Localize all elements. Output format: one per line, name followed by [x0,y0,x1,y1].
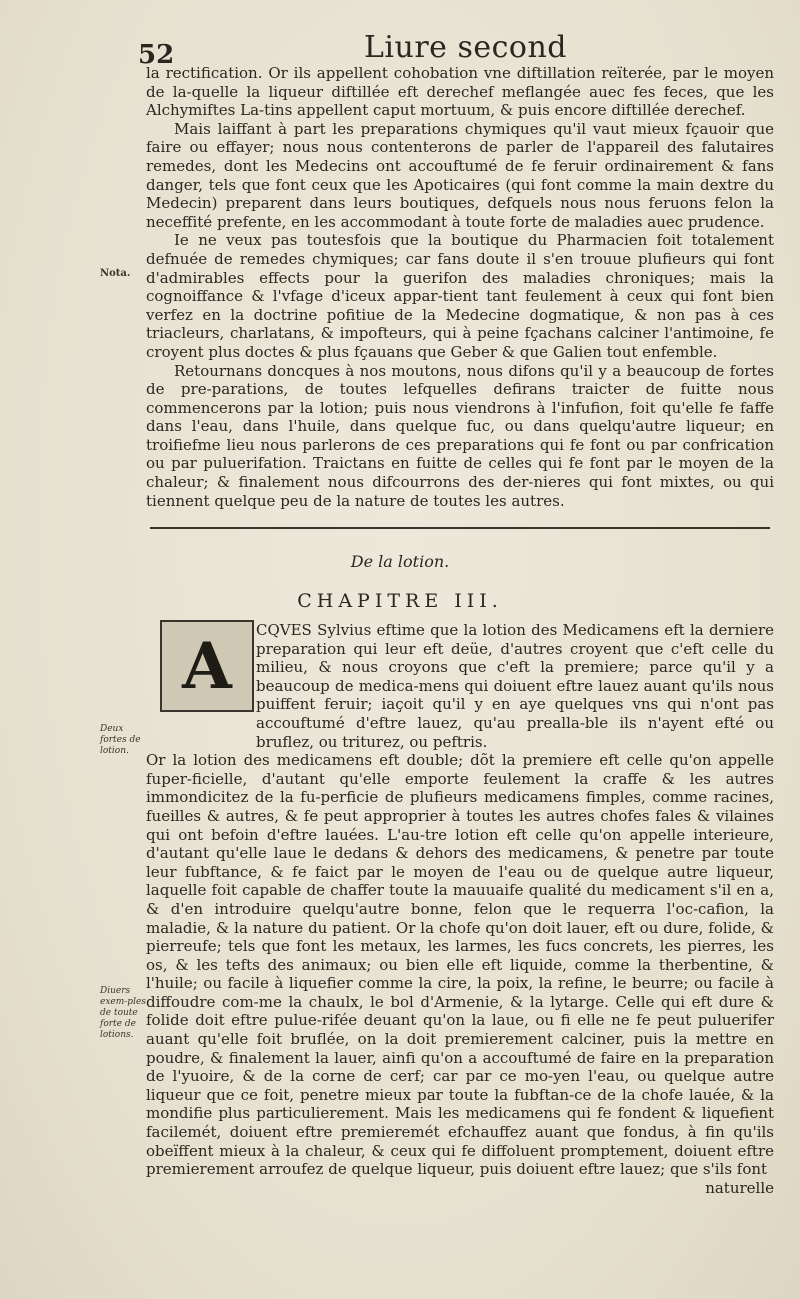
paragraph: la rectification. Or ils appellent cohobation vne diftillation reïterée, par le moyen de la-quelle la liqueur diftillée eft derechef meflangée auec fes feces, que les Alchymiftes La-tins appellent caput mortuum, & puis encore diftillée derechef. [146,64,774,120]
text-block-chapter [146,621,774,1197]
page-number: 52 [138,40,175,70]
page-header [132,26,772,70]
margin-note-nota: Nota. [100,268,131,279]
paragraph: Mais laiffant à part les preparations chymiques qu'il vaut mieux fçauoir que faire ou effayer; nous nous contenterons de parler de l'appareil des falutaires remedes, dont les Medecins ont accouftumé de fe feruir ordinairement & fans danger, tels que font ceux que les Apoticaires (qui font comme la main dextre du Medecin) preparent dans leurs boutiques, defquels nous nous feruons felon la neceffité prefente, en les accommodant à toute forte de maladies auec prudence. [146,119,774,231]
running-head: Liure second [364,30,568,65]
margin-note-deux-sortes: Deux fortes de lotion. [100,724,141,756]
margin-note-divers-exemples: Diuers exem-ples de toute forte de lotions. [100,986,146,1040]
section-divider [150,527,770,529]
paragraph: Or la lotion des medicamens eft double; dõt la premiere eft celle qu'on appelle fuper-ficielle, d'autant qu'elle emporte feulement la craffe & les autres immondicitez de la fu-perficie de plufieurs medicamens fimples, comme racines, fueilles & autres, & fe peut approprier à toutes les autres chofes fales & vilaines qui ont befoin d'eftre lauées. L'au-tre lotion eft celle qu'on appelle interieure, d'autant qu'elle laue le dedans & dehors des medicamens, & penetre par toute leur fubftance, & fe faict par le moyen de l'eau ou de quelque autre liqueur, laquelle foit capable de chaffer toute la mauuaife qualité du medicament s'il en a, & d'en introduire quelqu'autre bonne, felon que le requerra l'oc-cafion, la maladie, & la nature du patient. Or la chofe qu'on doit lauer, eft ou dure, folide, & pierreufe; tels que font les metaux, les larmes, les fucs concrets, les pierres, les os, & les tefts des animaux; ou bien elle eft liquide, comme la therbentine, & l'huile; ou facile à liquefier comme la cire, la poix, la refine, le beurre; ou facile à diffoudre com-me la chaulx, le bol d'Armenie, & la lytarge. Celle qui eft dure & folide doit eftre pulue-rifée deuant qu'on la laue, ou fi elle ne fe peut puluerifer auant qu'elle foit bruflée, on la doit premierement calciner, puis la mettre en poudre, & finalement la lauer, ainfi qu'on a accouftumé de faire en la preparation de l'yuoire, & de la corne de cerf; car par ce mo-yen l'eau, ou quelque autre liqueur que ce foit, penetre mieux par toute la fubftan-ce de la chofe lauée, & la mondifie plus particulierement. Mais les medicamens qui fe fondent & liquefient facilemét, doiuent eftre premieremét efchauffez auant que fondus, à fin qu'ils obeïffent mieux à la chaleur, & ceux qui fe diffoluent promptement, doiuent eftre premierement arroufez de quelque liqueur, puis doiuent eftre lauez; que s'ils font [146,751,774,1179]
paragraph: Ie ne veux pas toutesfois que la boutique du Pharmacien foit totalement defnuée de remedes chymiques; car fans doute il s'en trouue plufieurs qui font d'admirables effects pour la guerifon des maladies chroniques; mais la cognoiffance & l'vfage d'iceux appar-tient tant feulement à ceux qui font bien verfez en la doctrine pofitiue de la Medecine dogmatique, & non pas à ces triacleurs, charlatans, & impofteurs, qui à peine fçachans calciner l'antimoine, fe croyent plus doctes & plus fçauans que Geber & que Galien tout enfemble. [146,231,774,361]
chapter-title: CHAPITRE III. [297,590,503,612]
paragraph: Retournans doncques à nos moutons, nous difons qu'il y a beaucoup de fortes de pre-parations, de toutes lefquelles defirans traicter de fuitte nous commencerons par la lotion; puis nous viendrons à l'infufion, foit qu'elle fe faffe dans l'eau, dans l'huile, dans quelque fuc, ou dans quelqu'autre liqueur; en troifiefme lieu nous parlerons de ces preparations qui fe font ou par confrication ou par puluerifation. Traictans en fuitte de celles qui fe font par le moyen de la chaleur; & finalement nous difcourrons des der-nieres qui font mixtes, ou qui tiennent quelque peu de la nature de toutes les autres. [146,361,774,510]
initial-letter: A [182,628,232,704]
catchword: naturelle [705,1178,774,1197]
text-block-top [146,64,774,510]
paragraph: CQVES Sylvius eftime que la lotion des Medicamens eft la derniere preparation qui leur eft deüe, d'autres croyent que c'eft celle du milieu, & nous croyons que c'eft la premiere; parce qu'il y a beaucoup de medica-mens qui doiuent eftre lauez auant qu'ils nous puiffent feruir; iaçoit qu'il y en aye quelques vns qui n'ont pas accouftumé d'eftre lauez, qu'au prealla-ble ils n'ayent efté ou bruflez, ou triturez, ou peftris. [256,621,774,751]
section-subheading: De la lotion. [350,552,450,571]
